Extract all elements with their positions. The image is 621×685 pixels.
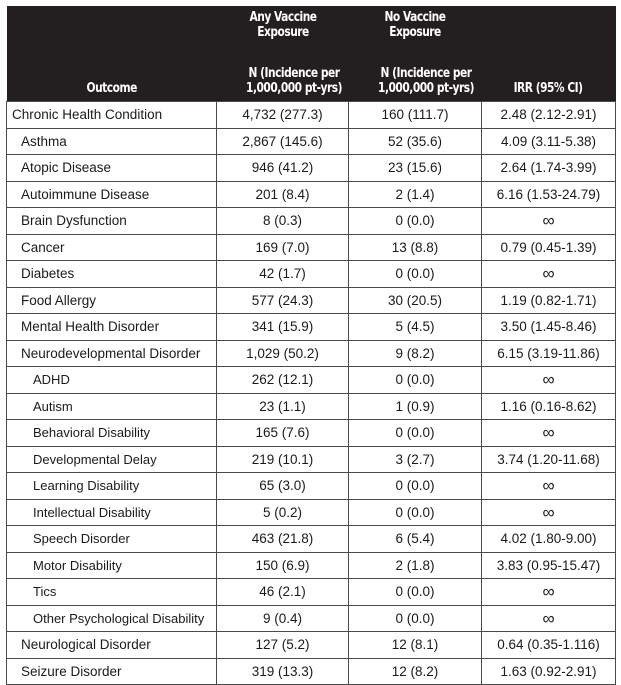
- any-vaccine-cell: 9 (0.4): [217, 605, 349, 632]
- table-row: [7, 314, 616, 341]
- any-vaccine-cell: 46 (2.1): [217, 579, 349, 606]
- any-vaccine-cell: 8 (0.3): [217, 208, 349, 235]
- header-outcome: [7, 53, 217, 102]
- irr-cell: 2.48 (2.12-2.91): [482, 102, 616, 129]
- table-row: [7, 579, 616, 606]
- any-vaccine-cell: 169 (7.0): [217, 234, 349, 261]
- irr-cell: ∞: [482, 208, 616, 235]
- outcome-cell: Neurodevelopmental Disorder: [7, 340, 217, 367]
- any-vaccine-cell: 2,867 (145.6): [217, 128, 349, 155]
- irr-cell: 3.74 (1.20-11.68): [482, 446, 616, 473]
- table-row: [7, 234, 616, 261]
- table-row: [7, 446, 616, 473]
- any-vaccine-cell: 165 (7.6): [217, 420, 349, 447]
- irr-cell: 4.09 (3.11-5.38): [482, 128, 616, 155]
- no-vaccine-cell: 2 (1.4): [349, 181, 482, 208]
- table-row: [7, 181, 616, 208]
- any-vaccine-cell: 127 (5.2): [217, 632, 349, 659]
- any-vaccine-cell: 262 (12.1): [217, 367, 349, 394]
- table-row: [7, 552, 616, 579]
- header-group-any-vaccine: [217, 6, 349, 53]
- any-vaccine-cell: 150 (6.9): [217, 552, 349, 579]
- any-vaccine-cell: 577 (24.3): [217, 287, 349, 314]
- results-table: [6, 6, 616, 685]
- table-row: [7, 261, 616, 288]
- no-vaccine-cell: 0 (0.0): [349, 261, 482, 288]
- any-vaccine-cell: 23 (1.1): [217, 393, 349, 420]
- no-vaccine-cell: 52 (35.6): [349, 128, 482, 155]
- irr-cell: 2.64 (1.74-3.99): [482, 155, 616, 182]
- table-row: [7, 367, 616, 394]
- table-row: [7, 155, 616, 182]
- any-vaccine-cell: 341 (15.9): [217, 314, 349, 341]
- no-vaccine-cell: 6 (5.4): [349, 526, 482, 553]
- irr-cell: 1.63 (0.92-2.91): [482, 658, 616, 685]
- results-table-container: [6, 6, 615, 685]
- outcome-cell: Asthma: [7, 128, 217, 155]
- outcome-cell: Chronic Health Condition: [7, 102, 217, 129]
- table-row: [7, 128, 616, 155]
- table-row: [7, 420, 616, 447]
- irr-cell: 1.16 (0.16-8.62): [482, 393, 616, 420]
- irr-cell: ∞: [482, 261, 616, 288]
- outcome-cell: Diabetes: [7, 261, 217, 288]
- table-row: [7, 473, 616, 500]
- table-row: [7, 340, 616, 367]
- irr-cell: 4.02 (1.80-9.00): [482, 526, 616, 553]
- any-vaccine-cell: 201 (8.4): [217, 181, 349, 208]
- no-vaccine-cell: 160 (111.7): [349, 102, 482, 129]
- outcome-cell: Speech Disorder: [7, 526, 217, 553]
- outcome-cell: Brain Dysfunction: [7, 208, 217, 235]
- header-n-any-label: N (Incidence per 1,000,000 pt-yrs): [245, 66, 342, 96]
- no-vaccine-cell: 30 (20.5): [349, 287, 482, 314]
- no-vaccine-cell: 9 (8.2): [349, 340, 482, 367]
- any-vaccine-cell: 1,029 (50.2): [217, 340, 349, 367]
- outcome-cell: Learning Disability: [7, 473, 217, 500]
- no-vaccine-cell: 0 (0.0): [349, 473, 482, 500]
- irr-cell: 0.64 (0.35-1.116): [482, 632, 616, 659]
- outcome-cell: Other Psychological Disability: [7, 605, 217, 632]
- table-row: [7, 499, 616, 526]
- outcome-cell: Behavioral Disability: [7, 420, 217, 447]
- irr-cell: 3.50 (1.45-8.46): [482, 314, 616, 341]
- irr-cell: 6.15 (3.19-11.86): [482, 340, 616, 367]
- outcome-cell: Intellectual Disability: [7, 499, 217, 526]
- outcome-cell: ADHD: [7, 367, 217, 394]
- header-n-none: [349, 53, 482, 102]
- irr-cell: ∞: [482, 499, 616, 526]
- table-row: [7, 102, 616, 129]
- any-vaccine-cell: 946 (41.2): [217, 155, 349, 182]
- irr-cell: 0.79 (0.45-1.39): [482, 234, 616, 261]
- header-group-none-label: No Vaccine Exposure: [384, 10, 446, 40]
- any-vaccine-cell: 42 (1.7): [217, 261, 349, 288]
- outcome-cell: Seizure Disorder: [7, 658, 217, 685]
- any-vaccine-cell: 319 (13.3): [217, 658, 349, 685]
- header-n-any: [217, 53, 349, 102]
- no-vaccine-cell: 23 (15.6): [349, 155, 482, 182]
- table-body: [7, 102, 616, 685]
- header-outcome-label: Outcome: [86, 81, 137, 96]
- any-vaccine-cell: 463 (21.8): [217, 526, 349, 553]
- no-vaccine-cell: 12 (8.2): [349, 658, 482, 685]
- table-row: [7, 632, 616, 659]
- outcome-cell: Developmental Delay: [7, 446, 217, 473]
- outcome-cell: Neurological Disorder: [7, 632, 217, 659]
- no-vaccine-cell: 0 (0.0): [349, 420, 482, 447]
- irr-cell: 6.16 (1.53-24.79): [482, 181, 616, 208]
- outcome-cell: Autism: [7, 393, 217, 420]
- any-vaccine-cell: 219 (10.1): [217, 446, 349, 473]
- table-row: [7, 526, 616, 553]
- no-vaccine-cell: 0 (0.0): [349, 367, 482, 394]
- no-vaccine-cell: 0 (0.0): [349, 605, 482, 632]
- no-vaccine-cell: 2 (1.8): [349, 552, 482, 579]
- header-blank-cell-irr: [482, 6, 616, 53]
- irr-cell: ∞: [482, 605, 616, 632]
- header-group-any-label: Any Vaccine Exposure: [248, 10, 317, 40]
- table-row: [7, 393, 616, 420]
- irr-cell: ∞: [482, 473, 616, 500]
- table-row: [7, 287, 616, 314]
- outcome-cell: Motor Disability: [7, 552, 217, 579]
- header-group-no-vaccine: [349, 6, 482, 53]
- no-vaccine-cell: 13 (8.8): [349, 234, 482, 261]
- header-blank-cell: [7, 6, 217, 53]
- any-vaccine-cell: 5 (0.2): [217, 499, 349, 526]
- outcome-cell: Tics: [7, 579, 217, 606]
- table-header: [7, 6, 616, 102]
- irr-cell: 3.83 (0.95-15.47): [482, 552, 616, 579]
- no-vaccine-cell: 0 (0.0): [349, 499, 482, 526]
- outcome-cell: Mental Health Disorder: [7, 314, 217, 341]
- any-vaccine-cell: 4,732 (277.3): [217, 102, 349, 129]
- header-irr: [482, 53, 616, 102]
- no-vaccine-cell: 12 (8.1): [349, 632, 482, 659]
- irr-cell: ∞: [482, 367, 616, 394]
- header-n-none-label: N (Incidence per 1,000,000 pt-yrs): [377, 66, 474, 96]
- no-vaccine-cell: 0 (0.0): [349, 579, 482, 606]
- table-row: [7, 605, 616, 632]
- table-row: [7, 208, 616, 235]
- no-vaccine-cell: 3 (2.7): [349, 446, 482, 473]
- outcome-cell: Food Allergy: [7, 287, 217, 314]
- outcome-cell: Cancer: [7, 234, 217, 261]
- irr-cell: ∞: [482, 579, 616, 606]
- no-vaccine-cell: 5 (4.5): [349, 314, 482, 341]
- outcome-cell: Autoimmune Disease: [7, 181, 217, 208]
- no-vaccine-cell: 1 (0.9): [349, 393, 482, 420]
- any-vaccine-cell: 65 (3.0): [217, 473, 349, 500]
- outcome-cell: Atopic Disease: [7, 155, 217, 182]
- irr-cell: ∞: [482, 420, 616, 447]
- irr-cell: 1.19 (0.82-1.71): [482, 287, 616, 314]
- no-vaccine-cell: 0 (0.0): [349, 208, 482, 235]
- header-irr-label: IRR (95% CI): [514, 81, 583, 96]
